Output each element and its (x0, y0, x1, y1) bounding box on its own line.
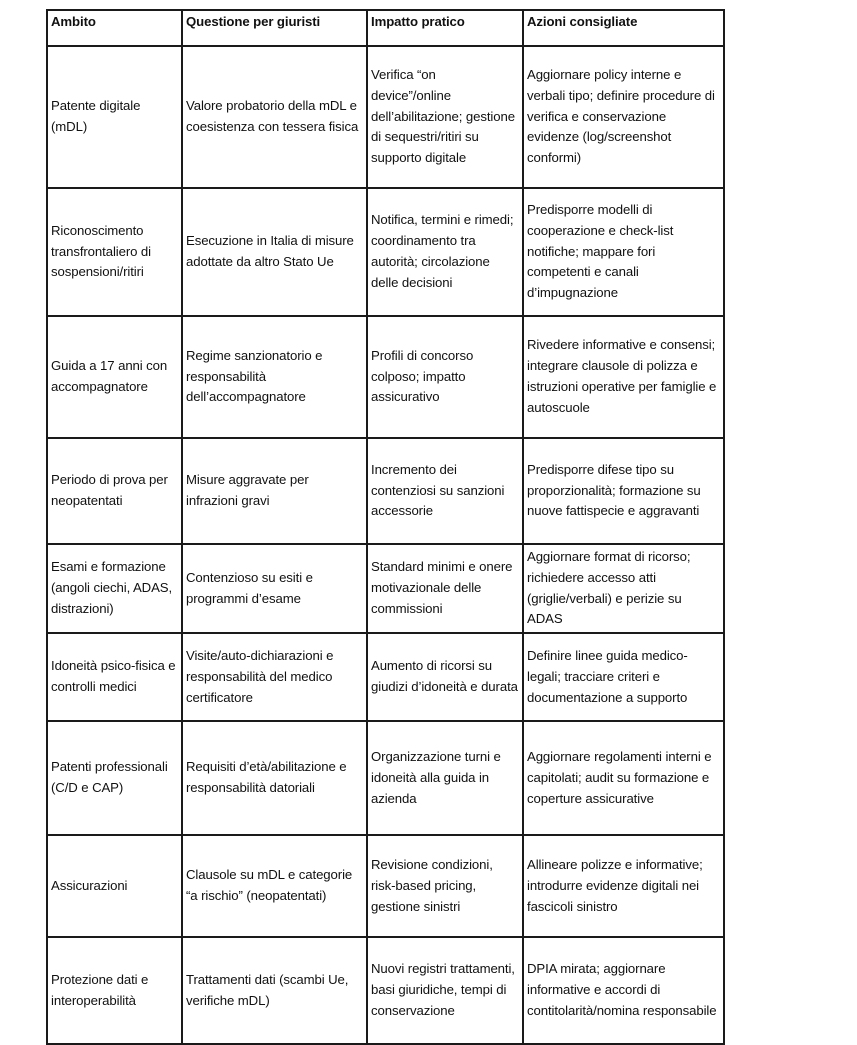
cell-impatto: Revisione condizioni, risk-based pricing, gestione sinistri (367, 835, 523, 937)
cell-ambito: Riconoscimento transfrontaliero di sospensioni/ritiri (47, 188, 182, 316)
cell-ambito: Esami e formazione (angoli ciechi, ADAS, distrazioni) (47, 544, 182, 633)
cell-azioni: Aggiornare regolamenti interni e capitolati; audit su formazione e coperture assicurative (523, 721, 724, 835)
table-row (47, 835, 724, 937)
cell-azioni: Aggiornare format di ricorso; richiedere accesso atti (griglie/verbali) e perizie su ADAS (523, 544, 724, 633)
table-row (47, 438, 724, 544)
cell-questione: Contenzioso su esiti e programmi d’esame (182, 544, 367, 633)
table-row (47, 937, 724, 1044)
cell-ambito: Patenti professionali (C/D e CAP) (47, 721, 182, 835)
header-impatto: Impatto pratico (367, 10, 523, 46)
header-questione: Questione per giuristi (182, 10, 367, 46)
cell-azioni: Allineare polizze e informative; introdurre evidenze digitali nei fascicoli sinistro (523, 835, 724, 937)
cell-ambito: Assicurazioni (47, 835, 182, 937)
cell-azioni: Predisporre difese tipo su proporzionalità; formazione su nuove fattispecie e aggravanti (523, 438, 724, 544)
table-row (47, 633, 724, 721)
cell-impatto: Incremento dei contenziosi su sanzioni accessorie (367, 438, 523, 544)
table-row (47, 544, 724, 633)
cell-ambito: Idoneità psico-fisica e controlli medici (47, 633, 182, 721)
cell-questione: Clausole su mDL e categorie “a rischio” (neopatentati) (182, 835, 367, 937)
cell-impatto: Nuovi registri trattamenti, basi giuridiche, tempi di conservazione (367, 937, 523, 1044)
legal-impact-table (46, 9, 725, 1045)
cell-questione: Trattamenti dati (scambi Ue, verifiche mDL) (182, 937, 367, 1044)
cell-ambito: Protezione dati e interoperabilità (47, 937, 182, 1044)
table-row (47, 46, 724, 188)
cell-impatto: Notifica, termini e rimedi; coordinamento tra autorità; circolazione delle decisioni (367, 188, 523, 316)
cell-impatto: Organizzazione turni e idoneità alla guida in azienda (367, 721, 523, 835)
table-row (47, 188, 724, 316)
cell-impatto: Verifica “on device”/online dell’abilitazione; gestione di sequestri/ritiri su supporto digitale (367, 46, 523, 188)
cell-azioni: DPIA mirata; aggiornare informative e accordi di contitolarità/nomina responsabile (523, 937, 724, 1044)
header-ambito: Ambito (47, 10, 182, 46)
cell-impatto: Profili di concorso colposo; impatto assicurativo (367, 316, 523, 438)
cell-questione: Esecuzione in Italia di misure adottate da altro Stato Ue (182, 188, 367, 316)
table-header-row (47, 10, 724, 46)
cell-azioni: Definire linee guida medico-legali; tracciare criteri e documentazione a supporto (523, 633, 724, 721)
cell-questione: Visite/auto-dichiarazioni e responsabilità del medico certificatore (182, 633, 367, 721)
cell-azioni: Aggiornare policy interne e verbali tipo; definire procedure di verifica e conservazione evidenze (log/screenshot conformi) (523, 46, 724, 188)
cell-questione: Valore probatorio della mDL e coesistenza con tessera fisica (182, 46, 367, 188)
cell-questione: Misure aggravate per infrazioni gravi (182, 438, 367, 544)
cell-ambito: Guida a 17 anni con accompagnatore (47, 316, 182, 438)
cell-impatto: Aumento di ricorsi su giudizi d’idoneità e durata (367, 633, 523, 721)
cell-questione: Requisiti d’età/abilitazione e responsabilità datoriali (182, 721, 367, 835)
cell-azioni: Predisporre modelli di cooperazione e check-list notifiche; mappare fori competenti e canali d’impugnazione (523, 188, 724, 316)
cell-ambito: Patente digitale (mDL) (47, 46, 182, 188)
cell-questione: Regime sanzionatorio e responsabilità dell’accompagnatore (182, 316, 367, 438)
table-row (47, 721, 724, 835)
table-row (47, 316, 724, 438)
header-azioni: Azioni consigliate (523, 10, 724, 46)
cell-azioni: Rivedere informative e consensi; integrare clausole di polizza e istruzioni operative per famiglie e autoscuole (523, 316, 724, 438)
cell-ambito: Periodo di prova per neopatentati (47, 438, 182, 544)
cell-impatto: Standard minimi e onere motivazionale delle commissioni (367, 544, 523, 633)
